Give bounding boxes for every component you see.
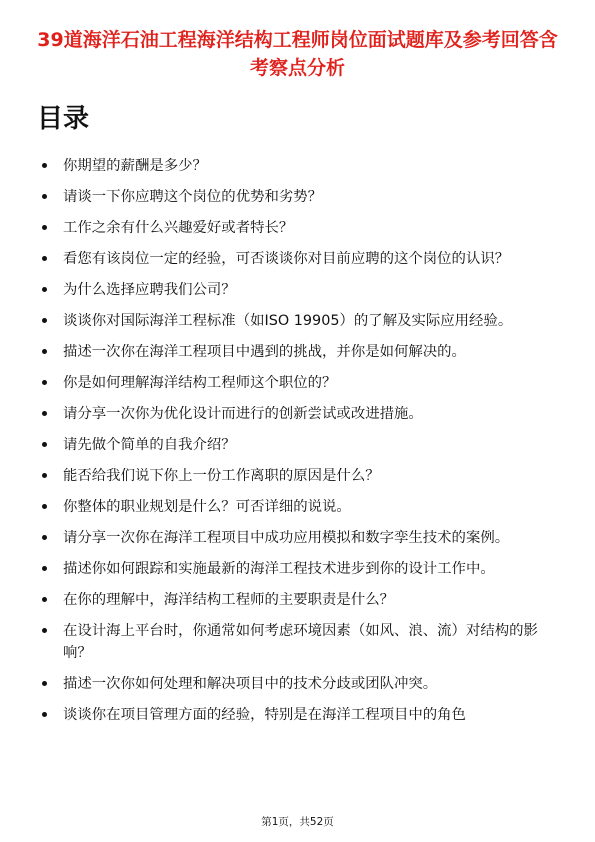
bullet-icon (42, 349, 47, 354)
toc-item-text: 在设计海上平台时，你通常如何考虑环境因素（如风、浪、流）对结构的影响？ (63, 623, 538, 661)
toc-item-text: 描述一次你如何处理和解决项目中的技术分歧或团队冲突。 (63, 676, 438, 692)
bullet-icon (42, 712, 47, 717)
toc-item[interactable] (42, 434, 564, 456)
toc-item-text: 为什么选择应聘我们公司？ (63, 282, 236, 298)
toc-item[interactable] (42, 704, 564, 726)
toc-item[interactable] (42, 310, 564, 332)
toc-item[interactable] (42, 465, 564, 487)
bullet-icon (42, 225, 47, 230)
document-title: 39道海洋石油工程海洋结构工程师岗位面试题库及参考回答含考察点分析 (37, 29, 558, 79)
bullet-icon (42, 163, 47, 168)
toc-item[interactable] (42, 496, 564, 518)
toc-item-text: 请分享一次你在海洋工程项目中成功应用模拟和数字孪生技术的案例。 (63, 530, 510, 546)
bullet-icon (42, 504, 47, 509)
toc-item-text: 看您有该岗位一定的经验，可否谈谈你对目前应聘的这个岗位的认识？ (63, 251, 510, 267)
bullet-icon (42, 287, 47, 292)
toc-item[interactable] (42, 620, 564, 664)
bullet-icon (42, 380, 47, 385)
toc-item-text: 你是如何理解海洋结构工程师这个职位的？ (63, 375, 337, 391)
bullet-icon (42, 256, 47, 261)
toc-item[interactable] (42, 589, 564, 611)
toc-item[interactable] (42, 279, 564, 301)
bullet-icon (42, 473, 47, 478)
toc-item[interactable] (42, 527, 564, 549)
bullet-icon (42, 411, 47, 416)
toc-item[interactable] (42, 673, 564, 695)
toc-item-text: 请先做个简单的自我介绍？ (63, 437, 236, 453)
page-number: 第1页，共52页 (261, 816, 334, 828)
toc-item-text: 描述一次你在海洋工程项目中遇到的挑战，并你是如何解决的。 (63, 344, 466, 360)
toc-item-text: 你整体的职业规划是什么？可否详细的说说。 (63, 499, 351, 515)
toc-item-text: 你期望的薪酬是多少？ (63, 158, 207, 174)
toc-item[interactable] (42, 403, 564, 425)
toc-item-text: 请分享一次你为优化设计而进行的创新尝试或改进措施。 (63, 406, 423, 422)
bullet-icon (42, 318, 47, 323)
toc-item[interactable] (42, 558, 564, 580)
toc-item[interactable] (42, 217, 564, 239)
toc-item-text: 能否给我们说下你上一份工作离职的原因是什么？ (63, 468, 380, 484)
toc-item[interactable] (42, 372, 564, 394)
toc-item[interactable] (42, 248, 564, 270)
bullet-icon (42, 535, 47, 540)
bullet-icon (42, 194, 47, 199)
toc-item-text: 请谈一下你应聘这个岗位的优势和劣势？ (63, 189, 323, 205)
toc-item[interactable] (42, 341, 564, 363)
bullet-icon (42, 597, 47, 602)
bullet-icon (42, 628, 47, 633)
toc-item-text: 工作之余有什么兴趣爱好或者特长？ (63, 220, 294, 236)
toc-item-text: 谈谈你在项目管理方面的经验，特别是在海洋工程项目中的角色 (63, 707, 466, 723)
toc-item-text: 谈谈你对国际海洋工程标准（如ISO 19905）的了解及实际应用经验。 (63, 313, 513, 329)
toc-item[interactable] (42, 155, 564, 177)
toc-item-text: 在你的理解中，海洋结构工程师的主要职责是什么？ (63, 592, 394, 608)
bullet-icon (42, 442, 47, 447)
bullet-icon (42, 681, 47, 686)
toc-list (42, 155, 564, 735)
bullet-icon (42, 566, 47, 571)
toc-item-text: 描述你如何跟踪和实施最新的海洋工程技术进步到你的设计工作中。 (63, 561, 495, 577)
toc-item[interactable] (42, 186, 564, 208)
toc-heading: 目录 (37, 104, 90, 134)
